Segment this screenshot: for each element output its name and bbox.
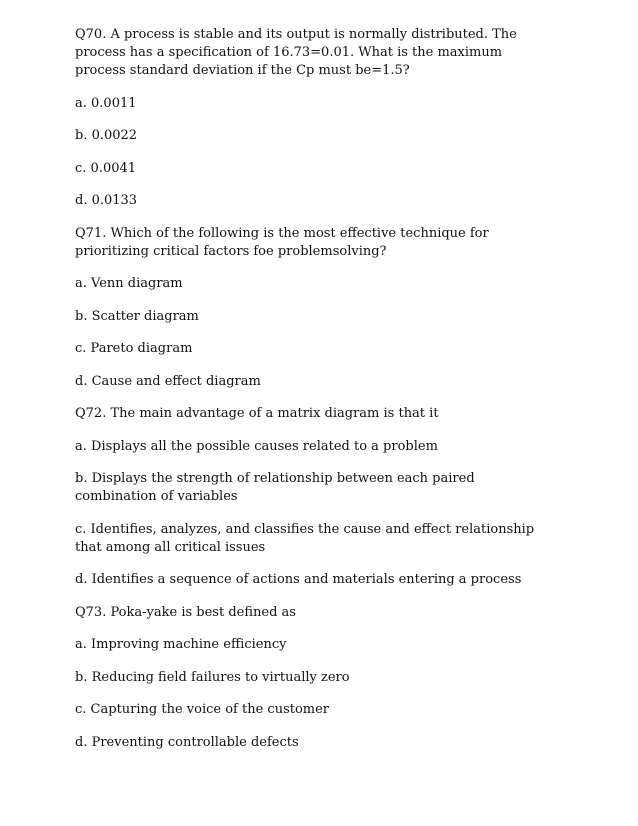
question-73-option-b: b. Reducing field failures to virtually zero	[75, 669, 350, 685]
question-73-option-c: c. Capturing the voice of the customer	[75, 702, 330, 717]
question-70-text: Q70. A process is stable and its output is normally distributed. The process has a specification of 16.73=0.01. What is the maximum process standard deviation if the Cp must be=1.5?	[75, 27, 517, 78]
question-72-option-a: a. Displays all the possible causes related to a problem	[75, 438, 438, 454]
question-73-option-d: d. Preventing controllable defects	[75, 734, 299, 750]
question-72-option-d: d. Identifies a sequence of actions and materials entering a process	[75, 572, 522, 587]
question-72-option-c: c. Identifies, analyzes, and classifies the cause and effect relationship that among all critical issues	[75, 521, 535, 555]
question-72-option-b: b. Displays the strength of relationship between each paired combination of variables	[75, 471, 475, 504]
question-70-option-c: c. 0.0041	[75, 160, 137, 176]
document-page	[75, 26, 555, 766]
question-71-option-b: b. Scatter diagram	[75, 308, 199, 324]
question-73-option-a: a. Improving machine efficiency	[75, 637, 287, 652]
question-70-option-d: d. 0.0133	[75, 193, 138, 208]
question-71-option-c: c. Pareto diagram	[75, 341, 193, 356]
question-73-text: Q73. Poka-yake is best defined as	[75, 604, 296, 620]
question-72-text: Q72. The main advantage of a matrix diagram is that it	[75, 406, 439, 421]
question-71-text: Q71. Which of the following is the most effective technique for prioritizing critical factors foe problemsolving?	[75, 225, 489, 259]
question-71-option-a: a. Venn diagram	[75, 276, 183, 291]
question-70-option-b: b. 0.0022	[75, 128, 138, 143]
question-71-option-d: d. Cause and effect diagram	[75, 373, 261, 389]
question-70-option-a: a. 0.0011	[75, 95, 137, 111]
